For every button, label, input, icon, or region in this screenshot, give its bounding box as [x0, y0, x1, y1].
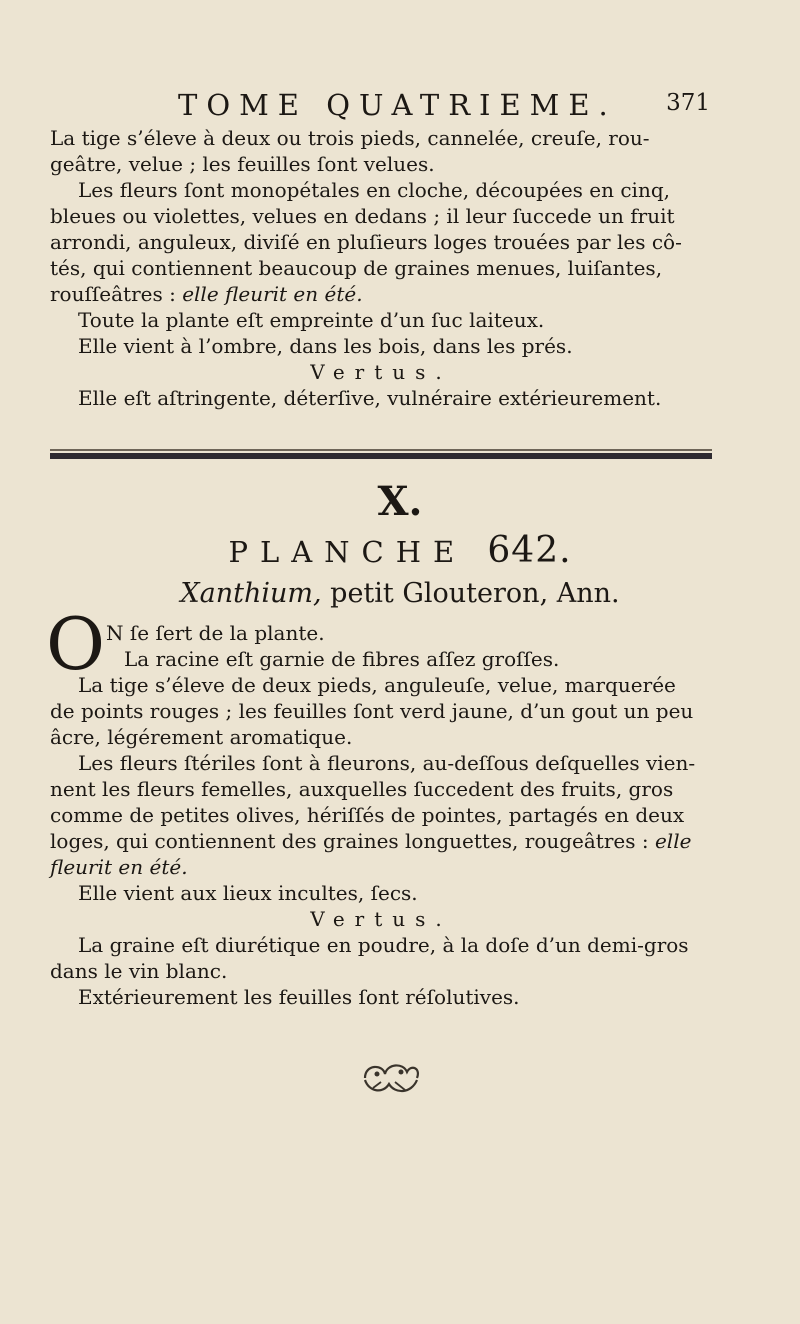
line: N ſe ſert de la plante.: [106, 621, 325, 645]
species-common-name: petit Glouteron, Ann.: [330, 578, 620, 609]
vertus-heading: Vertus.: [310, 907, 452, 931]
flowering-note: elle fleurit en été.: [182, 282, 363, 306]
running-header: [178, 88, 710, 122]
section-number: X.: [377, 478, 423, 525]
line-text: rouſſeâtres :: [50, 282, 176, 306]
line: tés, qui contiennent beaucoup de graines menues, luiſantes,: [50, 256, 663, 280]
ornament-icon: [355, 1058, 427, 1100]
rule-thin-line: [50, 449, 712, 451]
species-heading: [0, 578, 800, 609]
line: [50, 281, 712, 307]
line: La tige s’éleve à deux ou trois pieds, cannelée, creuſe, rou-: [50, 126, 650, 150]
line-text: loges, qui contiennent des graines longuettes, rougeâtres :: [50, 829, 649, 853]
line: nent les fleurs femelles, auxquelles ſuccedent des fruits, gros: [50, 777, 674, 801]
line: [50, 828, 712, 854]
line: Extérieurement les feuilles ſont réſolutives.: [78, 985, 520, 1009]
line: Elle vient aux lieux incultes, ſecs.: [78, 881, 418, 905]
volume-title: TOME QUATRIEME.: [178, 88, 617, 122]
flowering-note-end: fleurit en été.: [50, 855, 188, 879]
planche-label: PLANCHE: [228, 535, 467, 569]
rule-thick-line: [50, 453, 712, 459]
line: comme de petites olives, hériſſés de pointes, partagés en deux: [50, 803, 685, 827]
vertus-heading: Vertus.: [310, 360, 452, 384]
page-number: 371: [666, 90, 710, 116]
line: Elle vient à l’ombre, dans les bois, dans les prés.: [78, 334, 573, 358]
line: La racine eſt garnie de fibres aſſez groſſes.: [124, 647, 560, 671]
line: La tige s’éleve de deux pieds, anguleuſe, velue, marquerée: [78, 673, 676, 697]
line: dans le vin blanc.: [50, 959, 228, 983]
flowering-note-start: elle: [654, 829, 692, 853]
line: Les fleurs ſont monopétales en cloche, découpées en cinq,: [78, 178, 670, 202]
line: âcre, légérement aromatique.: [50, 725, 353, 749]
section-rule: [50, 447, 712, 463]
species-latin-name: Xanthium,: [180, 578, 322, 609]
line: bleues ou violettes, velues en dedans ; il leur ſuccede un fruit: [50, 204, 675, 228]
line: La graine eſt diurétique en poudre, à la doſe d’un demi-gros: [78, 933, 689, 957]
line: arrondi, anguleux, diviſé en pluſieurs loges trouées par les cô-: [50, 230, 682, 254]
line: de points rouges ; les feuilles ſont verd jaune, d’un gout un peu: [50, 699, 694, 723]
line: Elle eſt aſtringente, déterſive, vulnéraire extérieurement.: [78, 386, 662, 410]
line: Toute la plante eſt empreinte d’un ſuc laiteux.: [78, 308, 545, 332]
planche-number: 642.: [487, 530, 572, 571]
line: Les fleurs ſtériles ſont à fleurons, au-deſſous deſquelles vien-: [78, 751, 696, 775]
planche-heading: [0, 530, 800, 571]
line: geâtre, velue ; les feuilles ſont velues.: [50, 152, 435, 176]
line: [50, 854, 712, 880]
drop-cap: O: [46, 602, 106, 686]
